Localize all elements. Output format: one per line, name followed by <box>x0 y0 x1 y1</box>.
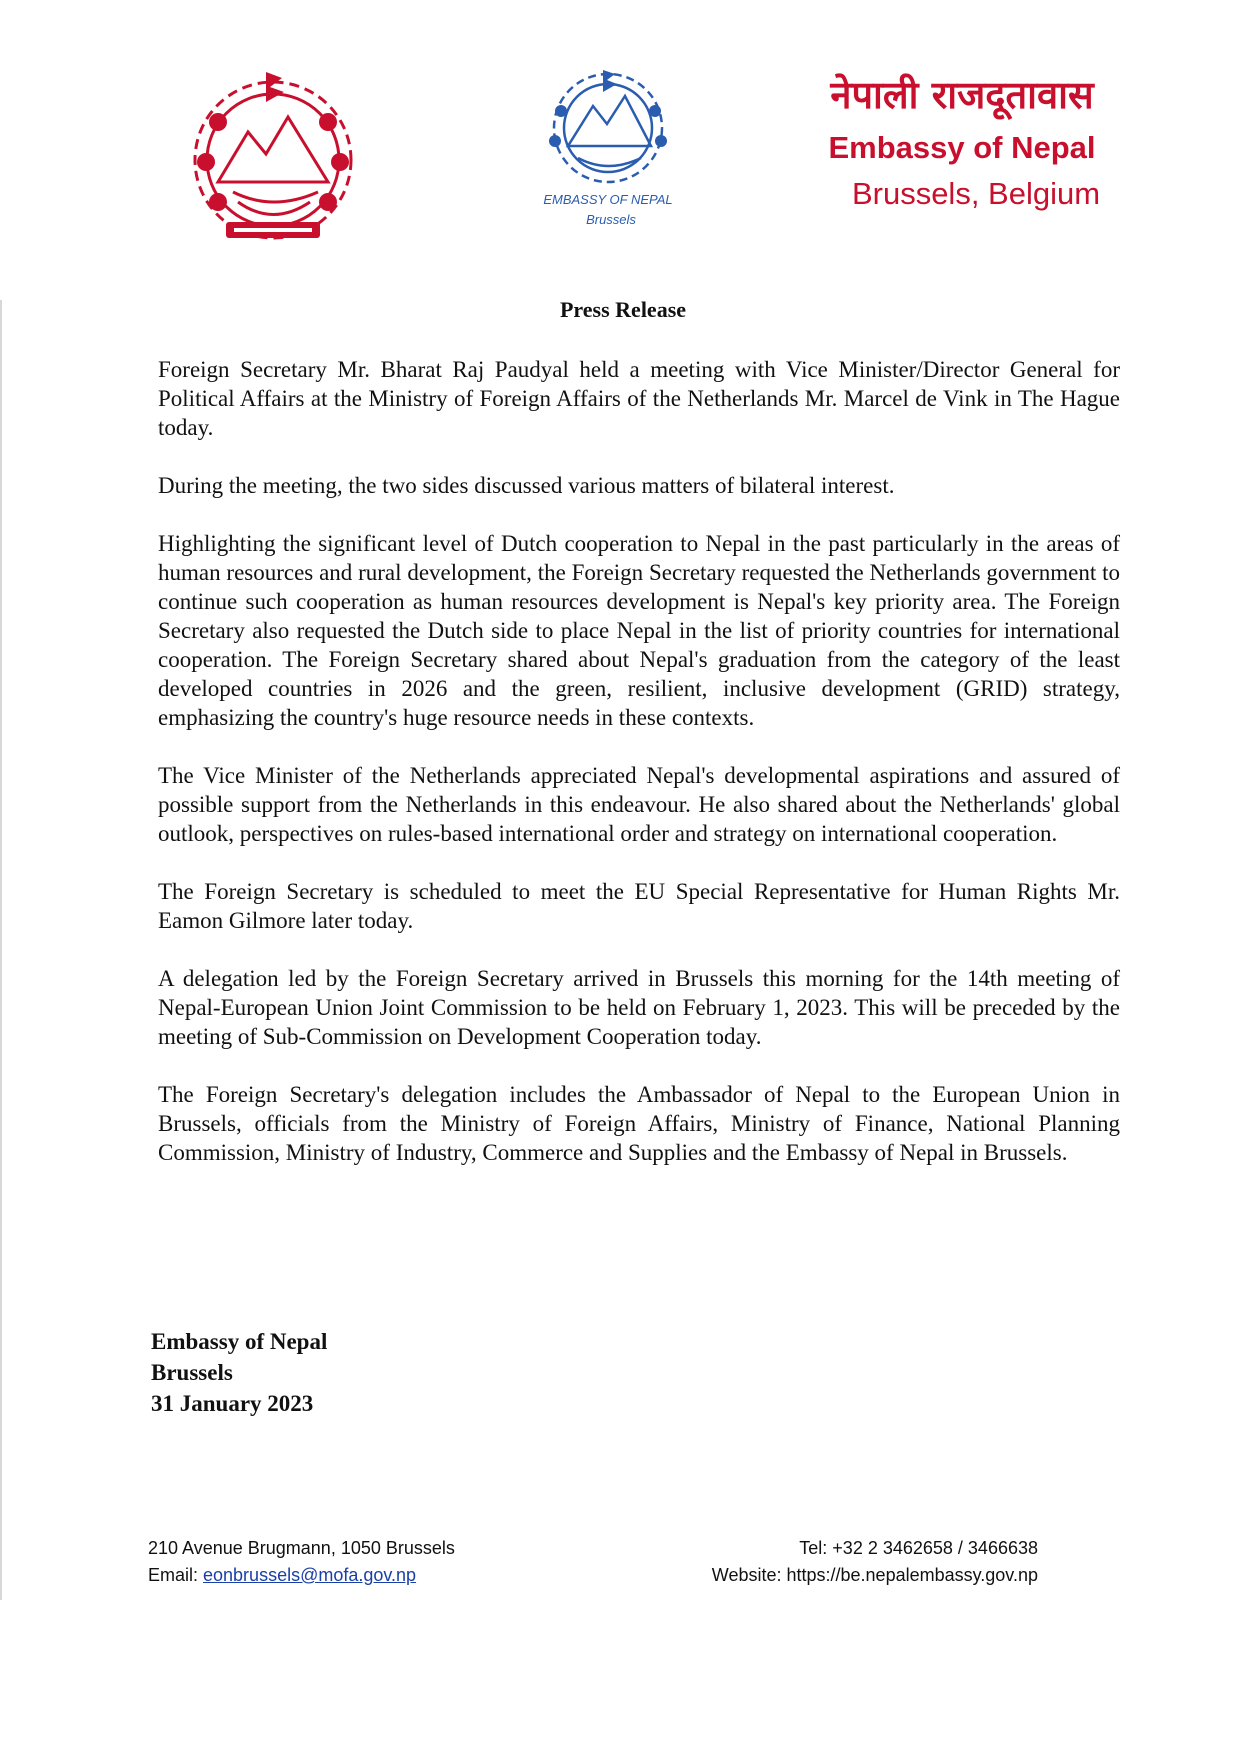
signature-org: Embassy of Nepal <box>151 1329 328 1354</box>
seal-text-line2: Brussels <box>586 212 636 227</box>
letterhead-title: Embassy of Nepal <box>828 130 1096 165</box>
footer-email-row <box>148 1562 455 1589</box>
signature-block <box>151 1326 327 1419</box>
footer-contact-left <box>148 1535 455 1589</box>
paragraph: The Vice Minister of the Netherlands appreciated Nepal's developmental aspirations and assured of possible support from the Netherlands in this endeavour. He also shared about the Netherlands' global outlook, perspectives on rules-based international order and strategy on international cooperation. <box>158 763 1120 846</box>
paragraph: During the meeting, the two sides discussed various matters of bilateral interest. <box>158 473 895 498</box>
footer-address: 210 Avenue Brugmann, 1050 Brussels <box>148 1538 455 1558</box>
footer-telephone: Tel: +32 2 3462658 / 3466638 <box>799 1538 1038 1558</box>
page-edge <box>0 300 2 1600</box>
paragraph: The Foreign Secretary's delegation includes the Ambassador of Nepal to the European Union in Brussels, officials from the Ministry of Foreign Affairs, Ministry of Finance, National Planning Commission, Ministry of Industry, Commerce and Supplies and the Embassy of Nepal in Brussels. <box>158 1082 1120 1165</box>
press-release-body <box>158 355 1120 1196</box>
paragraph: Highlighting the significant level of Dutch cooperation to Nepal in the past particularly in the areas of human resources and rural development, the Foreign Secretary requested the Netherlands government to continue such cooperation as human resources development is Nepal's key priority area. The Foreign Secretary also requested the Dutch side to place Nepal in the list of priority countries for international cooperation. The Foreign Secretary shared about Nepal's graduation from the category of the least developed countries in 2026 and the green, resilient, inclusive development (GRID) strategy, emphasizing the country's huge resource needs in these contexts. <box>158 531 1120 730</box>
letterhead-title-devanagari: नेपाली राजदूतावास <box>830 73 1094 117</box>
seal-text-line1: EMBASSY OF NEPAL <box>543 192 673 207</box>
letterhead-location: Brussels, Belgium <box>851 176 1101 211</box>
letterhead <box>812 70 1112 216</box>
email-link[interactable]: eonbrussels@mofa.gov.np <box>203 1565 417 1585</box>
footer-contact-right <box>712 1535 1038 1589</box>
footer-website: Website: https://be.nepalembassy.gov.np <box>711 1565 1038 1585</box>
embassy-seal-icon <box>533 66 683 236</box>
signature-date: 31 January 2023 <box>151 1391 314 1416</box>
nepal-emblem-icon <box>178 62 368 252</box>
signature-city: Brussels <box>151 1360 233 1385</box>
paragraph: The Foreign Secretary is scheduled to meet the EU Special Representative for Human Rights Mr. Eamon Gilmore later today. <box>158 879 1120 933</box>
footer-email-label: Email: <box>148 1565 204 1585</box>
paragraph: Foreign Secretary Mr. Bharat Raj Paudyal held a meeting with Vice Minister/Director General for Political Affairs at the Ministry of Foreign Affairs of the Netherlands Mr. Marcel de Vink in The Hague today. <box>158 357 1120 440</box>
document-title: Press Release <box>559 297 687 322</box>
paragraph: A delegation led by the Foreign Secretary arrived in Brussels this morning for the 14th meeting of Nepal-European Union Joint Commission to be held on February 1, 2023. This will be preceded by the meeting of Sub-Commission on Development Cooperation today. <box>158 966 1120 1049</box>
